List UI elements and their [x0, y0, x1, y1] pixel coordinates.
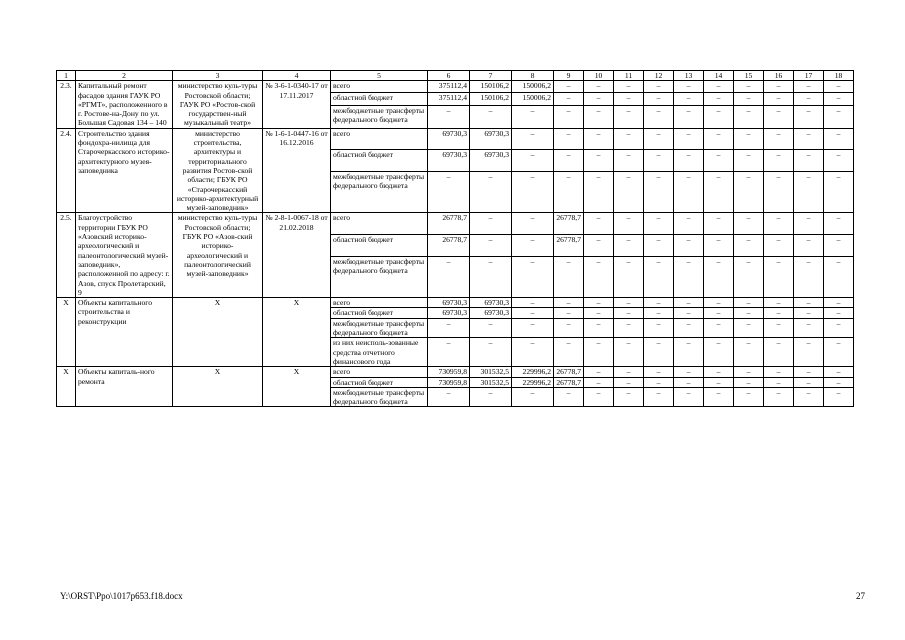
value-cell: – — [512, 308, 554, 318]
value-cell: – — [704, 377, 734, 387]
value-cell: – — [614, 128, 644, 150]
value-cell: – — [704, 150, 734, 172]
responsible-org: Х — [173, 298, 263, 367]
value-cell: – — [824, 172, 854, 213]
value-cell: – — [824, 338, 854, 367]
object-name: Объекты капиталь-ного ремонта — [76, 367, 173, 407]
value-cell: – — [674, 172, 704, 213]
value-cell: – — [428, 387, 470, 407]
value-cell: – — [824, 213, 854, 235]
document-number: Х — [263, 367, 331, 407]
value-cell: – — [512, 235, 554, 257]
value-cell: – — [614, 256, 644, 297]
value-cell: – — [734, 318, 764, 338]
table-row — [57, 367, 854, 377]
value-cell: – — [794, 81, 824, 93]
value-cell: – — [704, 256, 734, 297]
footer-file-path: Y:\ORST\Ppo\1017p653.f18.docx — [60, 591, 183, 601]
column-number: 3 — [173, 71, 263, 81]
value-cell: 26778,7 — [554, 367, 584, 377]
responsible-org: министерство куль-туры Ростовской области; ГАУК РО «Ростов-ской государствен-ный музыкальный театр» — [173, 81, 263, 128]
value-cell: – — [824, 377, 854, 387]
table-row — [57, 81, 854, 93]
value-cell: – — [470, 213, 512, 235]
value-cell: – — [470, 338, 512, 367]
column-number: 8 — [512, 71, 554, 81]
value-cell: – — [614, 298, 644, 308]
column-number: 18 — [824, 71, 854, 81]
value-cell: – — [704, 338, 734, 367]
value-cell: – — [734, 387, 764, 407]
value-cell: – — [614, 150, 644, 172]
value-cell: – — [614, 377, 644, 387]
value-cell: – — [644, 256, 674, 297]
row-number: 2.3. — [57, 81, 76, 128]
value-cell: – — [554, 338, 584, 367]
value-cell: – — [584, 338, 614, 367]
value-cell: – — [614, 93, 644, 105]
column-number: 5 — [331, 71, 428, 81]
value-cell: – — [764, 256, 794, 297]
value-cell: 69730,3 — [428, 128, 470, 150]
column-number: 6 — [428, 71, 470, 81]
value-cell: 69730,3 — [470, 128, 512, 150]
value-cell: – — [704, 308, 734, 318]
value-cell: – — [674, 81, 704, 93]
value-cell: – — [470, 105, 512, 128]
value-cell: – — [512, 298, 554, 308]
value-cell: – — [554, 308, 584, 318]
funding-source: областной бюджет — [331, 150, 428, 172]
page-number: 27 — [856, 591, 865, 601]
row-number: 2.4. — [57, 128, 76, 213]
value-cell: – — [734, 235, 764, 257]
value-cell: – — [584, 318, 614, 338]
value-cell: – — [794, 235, 824, 257]
value-cell: – — [428, 338, 470, 367]
value-cell: – — [644, 235, 674, 257]
value-cell: – — [704, 367, 734, 377]
value-cell: 301532,5 — [470, 377, 512, 387]
value-cell: – — [644, 367, 674, 377]
value-cell: – — [614, 172, 644, 213]
value-cell: – — [644, 93, 674, 105]
value-cell: – — [512, 338, 554, 367]
value-cell: – — [584, 298, 614, 308]
value-cell: – — [734, 377, 764, 387]
value-cell: 69730,3 — [428, 308, 470, 318]
value-cell: – — [764, 213, 794, 235]
value-cell: 150006,2 — [512, 93, 554, 105]
column-number: 17 — [794, 71, 824, 81]
value-cell: – — [584, 150, 614, 172]
value-cell: – — [644, 308, 674, 318]
value-cell: – — [734, 298, 764, 308]
value-cell: – — [704, 128, 734, 150]
value-cell: – — [470, 387, 512, 407]
value-cell: – — [554, 298, 584, 308]
budget-table — [56, 70, 854, 407]
value-cell: 69730,3 — [470, 308, 512, 318]
row-number: Х — [57, 367, 76, 407]
value-cell: 69730,3 — [470, 298, 512, 308]
value-cell: – — [614, 367, 644, 377]
value-cell: – — [704, 105, 734, 128]
value-cell: – — [644, 128, 674, 150]
funding-source: всего — [331, 128, 428, 150]
value-cell: – — [764, 235, 794, 257]
value-cell: – — [794, 367, 824, 377]
value-cell: – — [644, 150, 674, 172]
column-number: 2 — [76, 71, 173, 81]
value-cell: – — [644, 105, 674, 128]
value-cell: – — [764, 338, 794, 367]
value-cell: – — [614, 387, 644, 407]
value-cell: – — [734, 308, 764, 318]
value-cell: – — [644, 298, 674, 308]
value-cell: – — [764, 93, 794, 105]
value-cell: – — [554, 128, 584, 150]
value-cell: – — [584, 235, 614, 257]
value-cell: 26778,7 — [428, 213, 470, 235]
column-number: 16 — [764, 71, 794, 81]
value-cell: – — [794, 338, 824, 367]
value-cell: – — [512, 256, 554, 297]
value-cell: – — [614, 105, 644, 128]
value-cell: – — [470, 235, 512, 257]
funding-source: всего — [331, 367, 428, 377]
value-cell: – — [584, 81, 614, 93]
value-cell: – — [704, 93, 734, 105]
value-cell: – — [704, 318, 734, 338]
value-cell: – — [428, 256, 470, 297]
value-cell: – — [764, 387, 794, 407]
value-cell: – — [794, 318, 824, 338]
object-name: Капитальный ремонт фасадов здания ГАУК РО «РГМТ», расположенного в г. Ростове-на-Дону по ул. Большая Садовая 134 – 140 — [76, 81, 173, 128]
value-cell: – — [674, 256, 704, 297]
funding-source: межбюджетные трансферты федерального бюджета — [331, 172, 428, 213]
value-cell: – — [428, 318, 470, 338]
value-cell: – — [428, 105, 470, 128]
value-cell: – — [674, 150, 704, 172]
value-cell: – — [764, 150, 794, 172]
value-cell: – — [614, 235, 644, 257]
column-number: 7 — [470, 71, 512, 81]
value-cell: – — [794, 377, 824, 387]
value-cell: – — [794, 298, 824, 308]
object-name: Благоустройство территории ГБУК РО «Азовский историко-археологический и палеонтологический музей-заповедник», расположенной по адресу: г. Азов, спуск Пролетарский, 9 — [76, 213, 173, 298]
value-cell: – — [734, 338, 764, 367]
value-cell: – — [794, 308, 824, 318]
value-cell: 150106,2 — [470, 81, 512, 93]
column-number: 14 — [704, 71, 734, 81]
value-cell: – — [512, 150, 554, 172]
value-cell: 26778,7 — [554, 213, 584, 235]
value-cell: – — [584, 105, 614, 128]
responsible-org: министерство куль-туры Ростовской области; ГБУК РО «Азов-ский историко-археологический и палеонтологический музей-заповедник» — [173, 213, 263, 298]
value-cell: 26778,7 — [554, 377, 584, 387]
column-number: 12 — [644, 71, 674, 81]
value-cell: – — [704, 235, 734, 257]
value-cell: – — [554, 387, 584, 407]
value-cell: – — [824, 93, 854, 105]
value-cell: – — [734, 367, 764, 377]
funding-source: областной бюджет — [331, 93, 428, 105]
value-cell: – — [584, 308, 614, 318]
value-cell: 69730,3 — [470, 150, 512, 172]
value-cell: – — [824, 128, 854, 150]
row-number: 2.5. — [57, 213, 76, 298]
value-cell: – — [674, 93, 704, 105]
value-cell: – — [674, 367, 704, 377]
value-cell: – — [734, 150, 764, 172]
responsible-org: министерство строительства, архитектуры и территориального развития Ростов-ской области; ГБУК РО «Старочеркасский историко-архитектурный музей-заповедник» — [173, 128, 263, 213]
value-cell: – — [428, 172, 470, 213]
object-name: Объекты капитального строительства и реконструкции — [76, 298, 173, 367]
value-cell: – — [764, 81, 794, 93]
value-cell: – — [734, 172, 764, 213]
column-number: 15 — [734, 71, 764, 81]
value-cell: – — [584, 213, 614, 235]
value-cell: – — [554, 318, 584, 338]
value-cell: – — [824, 298, 854, 308]
value-cell: – — [824, 367, 854, 377]
value-cell: – — [764, 318, 794, 338]
value-cell: – — [674, 105, 704, 128]
value-cell: – — [554, 81, 584, 93]
value-cell: – — [584, 256, 614, 297]
value-cell: 26778,7 — [428, 235, 470, 257]
value-cell: – — [644, 213, 674, 235]
value-cell: – — [674, 338, 704, 367]
value-cell: – — [764, 128, 794, 150]
value-cell: 301532,5 — [470, 367, 512, 377]
value-cell: – — [644, 377, 674, 387]
value-cell: – — [764, 105, 794, 128]
value-cell: – — [674, 377, 704, 387]
value-cell: – — [824, 308, 854, 318]
value-cell: – — [470, 256, 512, 297]
value-cell: – — [644, 318, 674, 338]
value-cell: 375112,4 — [428, 93, 470, 105]
value-cell: 150006,2 — [512, 81, 554, 93]
value-cell: – — [554, 256, 584, 297]
funding-source: межбюджетные трансферты федерального бюджета — [331, 256, 428, 297]
column-number: 11 — [614, 71, 644, 81]
value-cell: – — [794, 93, 824, 105]
value-cell: – — [824, 81, 854, 93]
value-cell: – — [794, 172, 824, 213]
value-cell: – — [794, 150, 824, 172]
funding-source: из них неисполь-зованные средства отчетного финансового года — [331, 338, 428, 367]
value-cell: – — [470, 172, 512, 213]
column-number: 1 — [57, 71, 76, 81]
column-number: 9 — [554, 71, 584, 81]
value-cell: – — [674, 308, 704, 318]
value-cell: – — [512, 128, 554, 150]
value-cell: 730959,8 — [428, 377, 470, 387]
value-cell: – — [824, 256, 854, 297]
value-cell: – — [644, 387, 674, 407]
value-cell: – — [734, 128, 764, 150]
value-cell: 730959,8 — [428, 367, 470, 377]
value-cell: – — [512, 213, 554, 235]
funding-source: межбюджетные трансферты федерального бюджета — [331, 318, 428, 338]
value-cell: – — [512, 105, 554, 128]
value-cell: – — [584, 377, 614, 387]
funding-source: всего — [331, 213, 428, 235]
value-cell: – — [644, 338, 674, 367]
funding-source: областной бюджет — [331, 377, 428, 387]
value-cell: – — [764, 308, 794, 318]
document-number: № 2-8-1-0067-18 от 21.02.2018 — [263, 213, 331, 298]
value-cell: – — [764, 298, 794, 308]
value-cell: – — [584, 387, 614, 407]
value-cell: – — [734, 93, 764, 105]
value-cell: 69730,3 — [428, 150, 470, 172]
value-cell: – — [734, 213, 764, 235]
value-cell: – — [584, 172, 614, 213]
value-cell: – — [584, 128, 614, 150]
value-cell: 375112,4 — [428, 81, 470, 93]
value-cell: – — [554, 150, 584, 172]
value-cell: – — [764, 367, 794, 377]
funding-source: межбюджетные трансферты федерального бюджета — [331, 105, 428, 128]
responsible-org: Х — [173, 367, 263, 407]
funding-source: всего — [331, 298, 428, 308]
value-cell: – — [794, 128, 824, 150]
column-number: 13 — [674, 71, 704, 81]
value-cell: – — [554, 172, 584, 213]
value-cell: – — [794, 256, 824, 297]
value-cell: – — [674, 387, 704, 407]
value-cell: – — [554, 105, 584, 128]
value-cell: – — [584, 367, 614, 377]
funding-source: областной бюджет — [331, 235, 428, 257]
value-cell: 26778,7 — [554, 235, 584, 257]
value-cell: – — [614, 308, 644, 318]
object-name: Строительство здания фондохра-нилища для Старочеркасского историко-архитектурного музея-заповедника — [76, 128, 173, 213]
funding-source: областной бюджет — [331, 308, 428, 318]
table-row — [57, 128, 854, 150]
value-cell: 229996,2 — [512, 367, 554, 377]
value-cell: – — [794, 105, 824, 128]
value-cell: 69730,3 — [428, 298, 470, 308]
value-cell: – — [512, 172, 554, 213]
value-cell: – — [794, 213, 824, 235]
value-cell: – — [824, 235, 854, 257]
value-cell: – — [644, 172, 674, 213]
document-number: № 1-6-1-0447-16 от 16.12.2016 — [263, 128, 331, 213]
value-cell: – — [554, 93, 584, 105]
value-cell: – — [704, 298, 734, 308]
value-cell: – — [704, 387, 734, 407]
value-cell: – — [794, 387, 824, 407]
value-cell: – — [584, 93, 614, 105]
value-cell: 150106,2 — [470, 93, 512, 105]
value-cell: – — [674, 128, 704, 150]
value-cell: – — [764, 172, 794, 213]
value-cell: – — [644, 81, 674, 93]
value-cell: 229996,2 — [512, 377, 554, 387]
funding-source: межбюджетные трансферты федерального бюджета — [331, 387, 428, 407]
table-row — [57, 213, 854, 235]
value-cell: – — [824, 105, 854, 128]
value-cell: – — [674, 213, 704, 235]
value-cell: – — [704, 172, 734, 213]
value-cell: – — [674, 235, 704, 257]
funding-source: всего — [331, 81, 428, 93]
value-cell: – — [734, 105, 764, 128]
value-cell: – — [614, 318, 644, 338]
value-cell: – — [824, 387, 854, 407]
value-cell: – — [674, 318, 704, 338]
value-cell: – — [512, 318, 554, 338]
value-cell: – — [764, 377, 794, 387]
value-cell: – — [734, 256, 764, 297]
value-cell: – — [614, 338, 644, 367]
row-number: Х — [57, 298, 76, 367]
document-number: № 3-6-1-0340-17 от 17.11.2017 — [263, 81, 331, 128]
value-cell: – — [674, 298, 704, 308]
document-number: Х — [263, 298, 331, 367]
table-row — [57, 298, 854, 308]
column-number-row — [57, 71, 854, 81]
value-cell: – — [824, 150, 854, 172]
value-cell: – — [704, 81, 734, 93]
value-cell: – — [614, 81, 644, 93]
value-cell: – — [470, 318, 512, 338]
value-cell: – — [734, 81, 764, 93]
column-number: 4 — [263, 71, 331, 81]
value-cell: – — [614, 213, 644, 235]
value-cell: – — [824, 318, 854, 338]
value-cell: – — [704, 213, 734, 235]
value-cell: – — [512, 387, 554, 407]
column-number: 10 — [584, 71, 614, 81]
